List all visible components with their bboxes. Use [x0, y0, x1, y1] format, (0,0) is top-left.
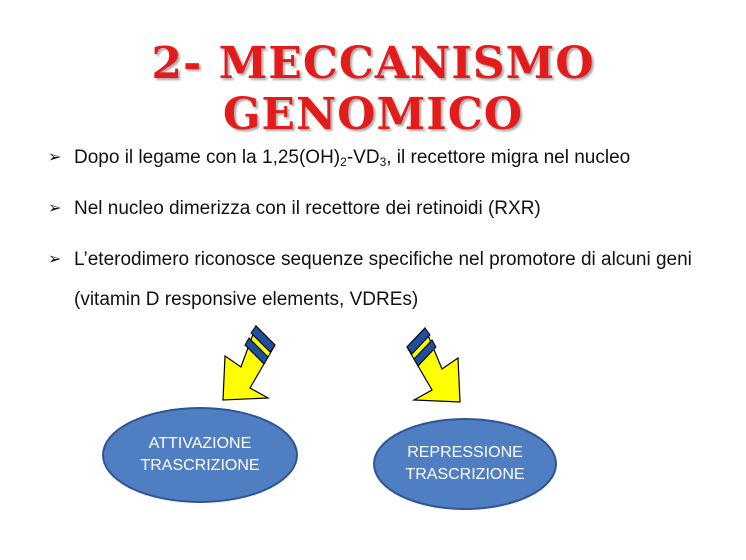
repression-label — [374, 419, 556, 509]
arrow-bullet-icon: ➢ — [48, 200, 62, 217]
activation-line1: ATTIVAZIONE — [148, 435, 252, 452]
slide-title: 2- MECCANISMO GENOMICO — [151, 38, 595, 140]
repression-line2: TRASCRIZIONE — [405, 466, 525, 483]
arrow-bullet-icon: ➢ — [48, 149, 62, 166]
activation-label — [103, 408, 297, 502]
down-right-arrow-icon — [407, 328, 460, 402]
bullet-text: L’eterodimero riconosce sequenze specifiche nel promotore di alcuni geni (vitamin D responsive elements, VDREs) — [74, 249, 692, 310]
down-left-arrow-icon — [223, 326, 275, 400]
activation-line2: TRASCRIZIONE — [140, 457, 260, 474]
bullet-text: Dopo il legame con la $1,25(OH)_2-VD_3$, il recettore migra nel nucleo — [74, 147, 631, 169]
arrow-bullet-icon: ➢ — [48, 251, 62, 268]
bullet-text: Nel nucleo dimerizza con il recettore dei retinoidi (RXR) — [74, 198, 541, 219]
repression-line1: REPRESSIONE — [407, 444, 523, 461]
